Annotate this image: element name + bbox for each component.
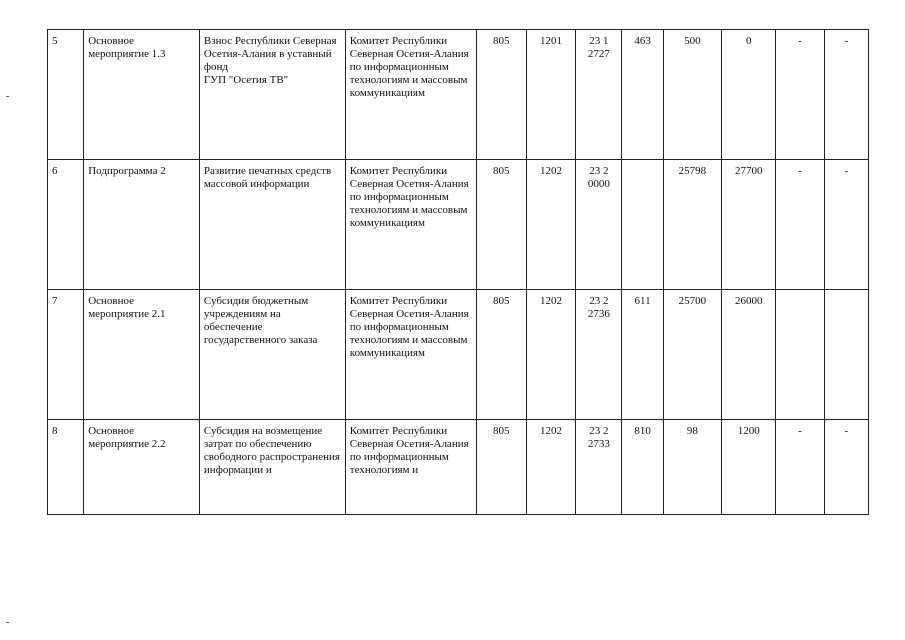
amount-3: - — [776, 160, 824, 290]
program-table — [47, 29, 869, 515]
grbs-code: 805 — [476, 160, 526, 290]
amount-2: 26000 — [722, 290, 776, 420]
scan-mark — [6, 622, 9, 623]
csr-code: 23 2 0000 — [576, 160, 622, 290]
vr-code — [622, 160, 663, 290]
executor — [345, 420, 476, 515]
executor: Комитет Республики Северная Осетия-Алания по информационным технологиям и массовым коммуникациям — [345, 160, 476, 290]
csr-code: 23 2 2733 — [576, 420, 622, 515]
executor-text: Комитет Республики Северная Осетия-Алания по информационным технологиям и — [349, 425, 469, 476]
executor: Комитет Республики Северная Осетия-Алания по информационным технологиям и массовым коммуникациям — [345, 290, 476, 420]
activity-name: Подпрограмма 2 — [84, 160, 200, 290]
rzpr-code: 1202 — [526, 160, 575, 290]
activity-description: Взнос Республики Северная Осетия-Алания в уставный фонд ГУП "Осетия ТВ" — [199, 30, 345, 160]
amount-3 — [776, 290, 824, 420]
table-row — [48, 30, 869, 160]
row-number: 5 — [48, 30, 84, 160]
amount-2: 27700 — [722, 160, 776, 290]
amount-2: 1200 — [722, 420, 776, 515]
amount-1: 25700 — [663, 290, 721, 420]
activity-description: Развитие печатных средств массовой информации — [199, 160, 345, 290]
amount-1: 98 — [663, 420, 721, 515]
amount-4: - — [824, 420, 868, 515]
vr-code: 463 — [622, 30, 663, 160]
amount-4: - — [824, 160, 868, 290]
amount-2: 0 — [722, 30, 776, 160]
activity-name: Основное мероприятие 2.2 — [84, 420, 200, 515]
amount-3: - — [776, 420, 824, 515]
csr-code: 23 2 2736 — [576, 290, 622, 420]
csr-code: 23 1 2727 — [576, 30, 622, 160]
row-number: 8 — [48, 420, 84, 515]
grbs-code: 805 — [476, 420, 526, 515]
rzpr-code: 1201 — [526, 30, 575, 160]
grbs-code: 805 — [476, 30, 526, 160]
table-row — [48, 160, 869, 290]
activity-description-text: Субсидия на возмещение затрат по обеспечению свободного распространения информации и — [203, 425, 340, 476]
amount-4: - — [824, 30, 868, 160]
activity-description: Субсидия бюджетным учреждениям на обеспечение государственного заказа — [199, 290, 345, 420]
amount-4 — [824, 290, 868, 420]
vr-code: 611 — [622, 290, 663, 420]
activity-description — [199, 420, 345, 515]
grbs-code: 805 — [476, 290, 526, 420]
row-number: 6 — [48, 160, 84, 290]
rzpr-code: 1202 — [526, 290, 575, 420]
table-row — [48, 420, 869, 515]
amount-3: - — [776, 30, 824, 160]
rzpr-code: 1202 — [526, 420, 575, 515]
amount-1: 25798 — [663, 160, 721, 290]
executor: Комитет Республики Северная Осетия-Алания по информационным технологиям и массовым коммуникациям — [345, 30, 476, 160]
activity-name: Основное мероприятие 1.3 — [84, 30, 200, 160]
vr-code: 810 — [622, 420, 663, 515]
table-row — [48, 290, 869, 420]
scan-mark — [6, 96, 9, 97]
amount-1: 500 — [663, 30, 721, 160]
row-number: 7 — [48, 290, 84, 420]
activity-name: Основное мероприятие 2.1 — [84, 290, 200, 420]
